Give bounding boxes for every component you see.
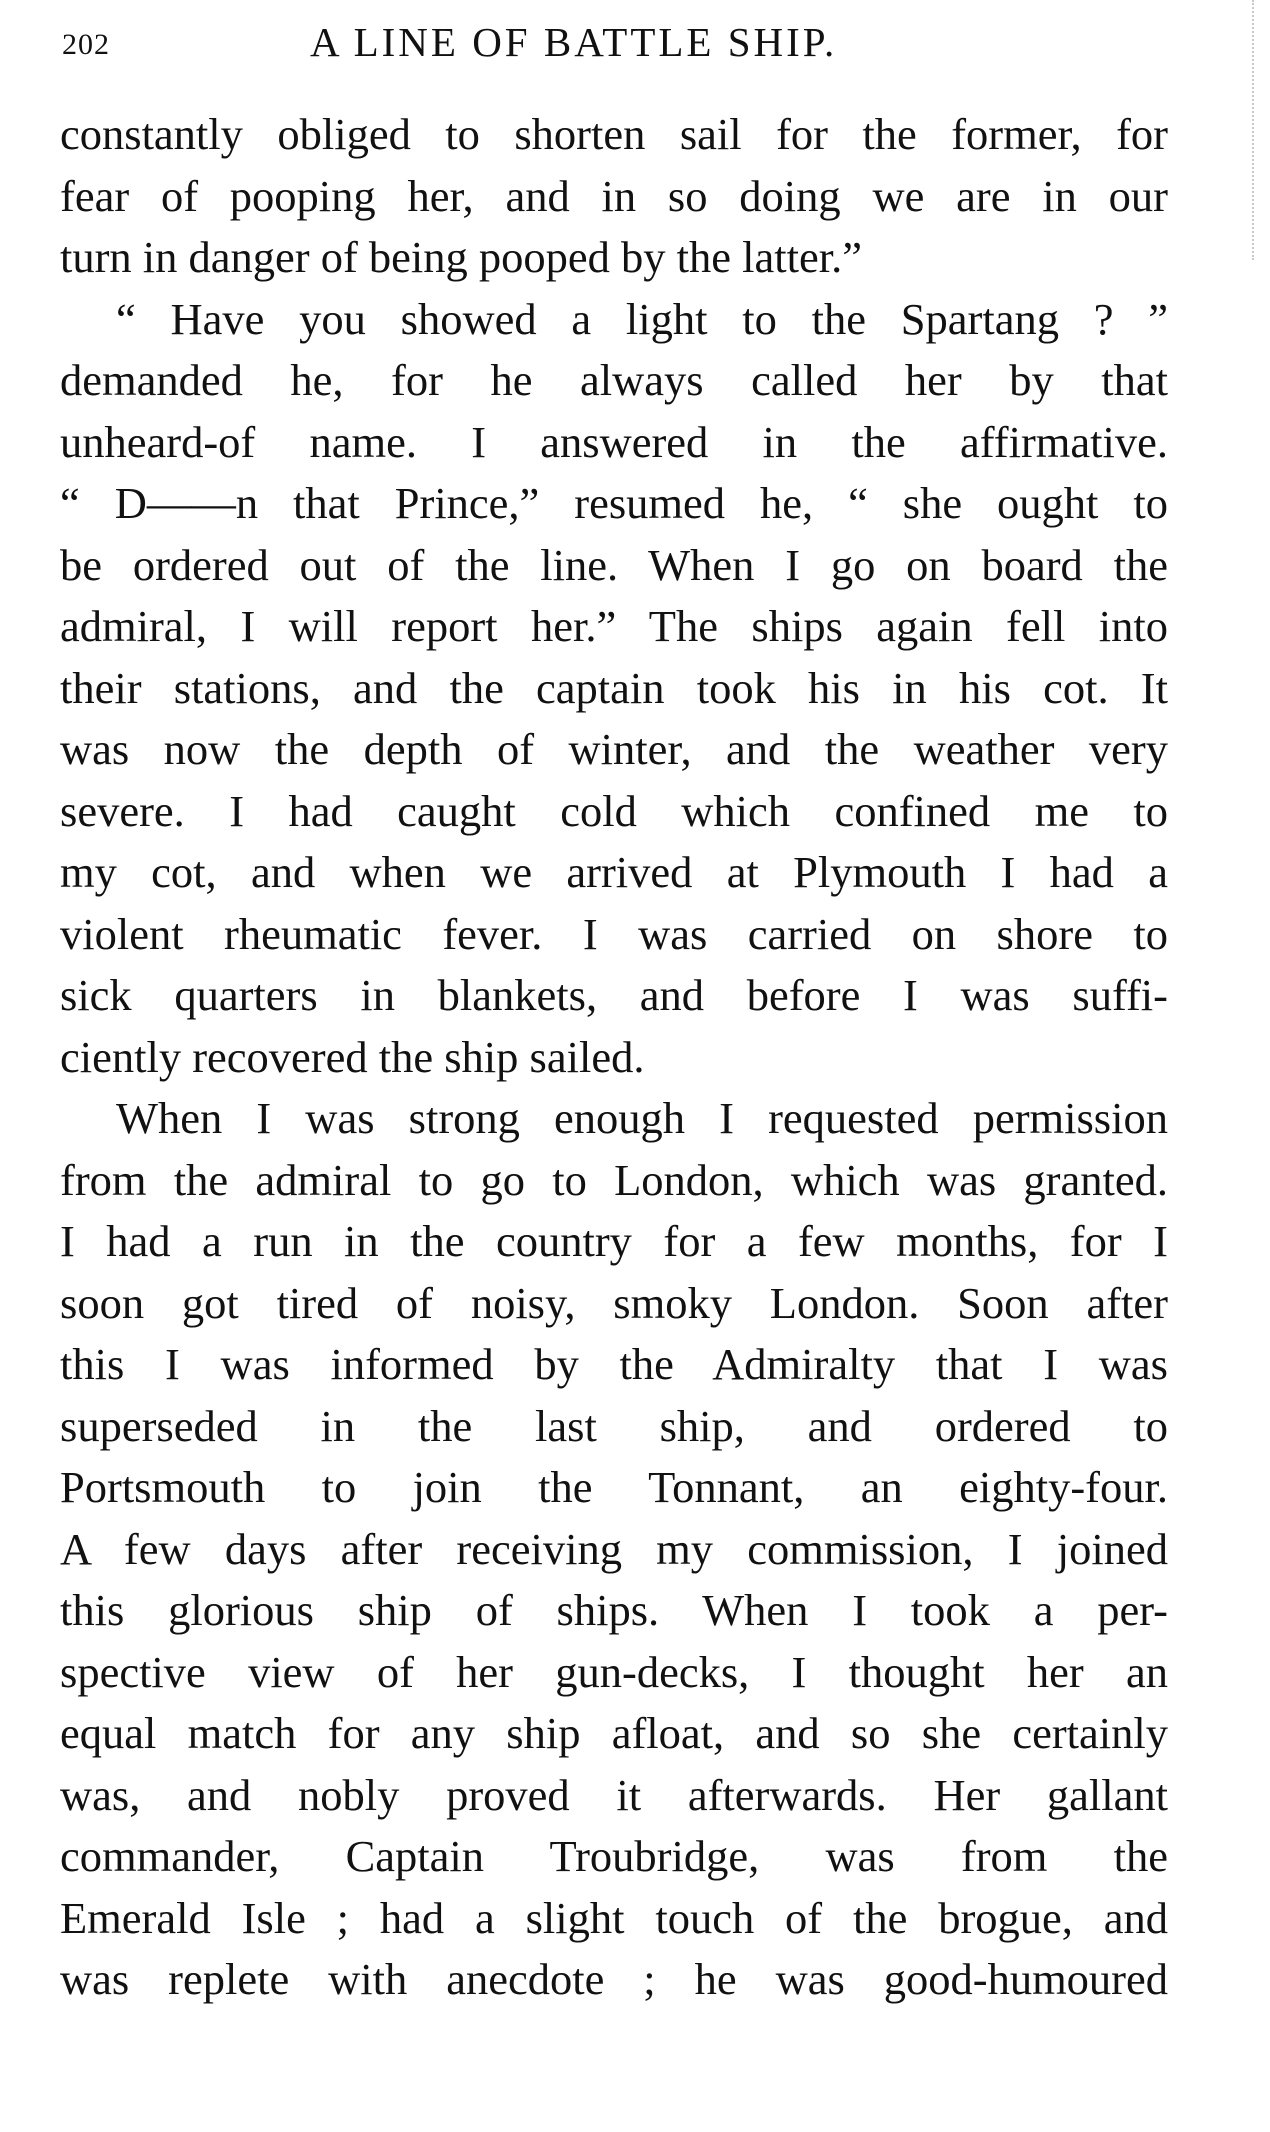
- scan-edge-mark: [1252, 0, 1256, 260]
- text-line: was replete with anecdote ; he was good-humoured: [60, 1954, 1168, 2004]
- text-line: fear of pooping her, and in so doing we are in our: [60, 170, 1168, 221]
- text-line: demanded he, for he always called her by that: [60, 355, 1168, 405]
- text-line: soon got tired of noisy, smoky London. Soon after: [60, 1277, 1168, 1328]
- text-line: equal match for any ship afloat, and so she certainly: [60, 1708, 1168, 1758]
- body-text: [60, 104, 1168, 2011]
- text-line: was, and nobly proved it afterwards. Her gallant: [60, 1769, 1168, 1820]
- text-line: “ Have you showed a light to the Spartang ? ”: [116, 293, 1168, 344]
- text-line: from the admiral to go to London, which was granted.: [60, 1154, 1168, 1205]
- text-line: severe. I had caught cold which confined me to: [60, 785, 1168, 836]
- running-head: [62, 14, 1172, 74]
- text-line: commander, Captain Troubridge, was from the: [60, 1831, 1168, 1881]
- text-line: “ D——n that Prince,” resumed he, “ she ought to: [60, 478, 1168, 528]
- text-line: ciently recovered the ship sailed.: [60, 1031, 645, 1082]
- text-line: spective view of her gun-decks, I thought her an: [60, 1646, 1168, 1697]
- text-line: superseded in the last ship, and ordered to: [60, 1400, 1168, 1451]
- text-line: admiral, I will report her.” The ships again fell into: [60, 601, 1168, 651]
- text-line: their stations, and the captain took his in his cot. It: [60, 662, 1168, 713]
- text-line: Portsmouth to join the Tonnant, an eighty-four.: [60, 1462, 1168, 1512]
- text-line: A few days after receiving my commission, I joined: [60, 1523, 1168, 1574]
- text-line: I had a run in the country for a few months, for I: [60, 1216, 1168, 1266]
- running-title: A LINE OF BATTLE SHIP.: [310, 19, 838, 65]
- page-number: 202: [62, 28, 110, 61]
- text-line: was now the depth of winter, and the weather very: [60, 724, 1168, 774]
- text-line: this I was informed by the Admiralty that I was: [60, 1339, 1168, 1389]
- text-line: Emerald Isle ; had a slight touch of the brogue, and: [60, 1892, 1168, 1943]
- text-line: turn in danger of being pooped by the latter.”: [60, 232, 862, 282]
- text-line: unheard-of name. I answered in the affirmative.: [60, 416, 1168, 467]
- text-line: constantly obliged to shorten sail for the former, for: [60, 109, 1168, 159]
- text-line: sick quarters in blankets, and before I was suffi-: [60, 970, 1168, 1020]
- text-line: violent rheumatic fever. I was carried on shore to: [60, 908, 1168, 959]
- text-line: When I was strong enough I requested permission: [116, 1093, 1168, 1143]
- text-line: be ordered out of the line. When I go on board the: [60, 539, 1168, 590]
- text-line: this glorious ship of ships. When I took a per-: [60, 1585, 1168, 1635]
- text-line: my cot, and when we arrived at Plymouth I had a: [60, 847, 1168, 897]
